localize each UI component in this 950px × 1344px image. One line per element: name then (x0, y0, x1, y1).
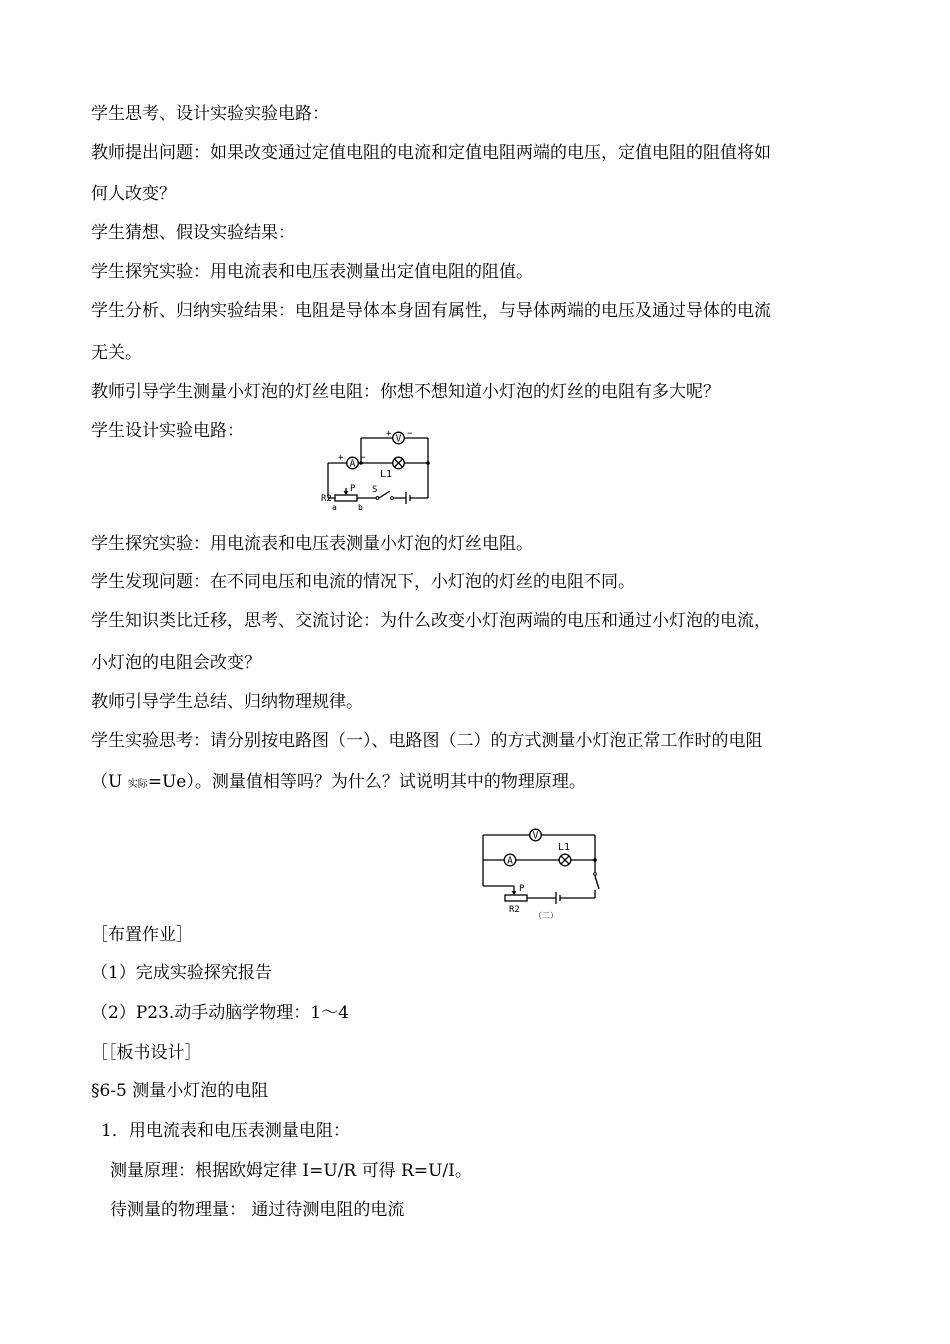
lamp-label: L1 (558, 842, 571, 853)
text-line: 教师提出问题：如果改变通过定值电阻的电流和定值电阻两端的电压，定值电阻的阻值将如 (91, 143, 771, 163)
text-line: 1．用电流表和电压表测量电阻： (101, 1121, 350, 1141)
text-line: 何人改变？ (91, 184, 176, 204)
end-b-label: b (358, 503, 363, 512)
text-line: §6-5 测量小灯泡的电阻 (91, 1081, 269, 1101)
text-line: 小灯泡的电阻会改变？ (91, 653, 261, 673)
slider-label: P (519, 884, 525, 894)
text-line: 待测量的物理量： 通过待测电阻的电流 (110, 1200, 405, 1220)
rheostat-label: R2 (509, 905, 520, 915)
text-line: 学生分析、归纳实验结果：电阻是导体本身固有属性，与导体两端的电压及通过导体的电流 (91, 301, 771, 321)
ammeter-label: A (349, 458, 356, 470)
text-line: 学生设计实验电路： (91, 421, 244, 441)
text-line: 教师引导学生总结、归纳物理规律。 (91, 692, 363, 712)
diagram-caption: （二） (534, 911, 558, 920)
text-line: 学生猜想、假设实验结果： (91, 223, 295, 243)
text-line: 学生探究实验：用电流表和电压表测量出定值电阻的阻值。 (91, 262, 533, 282)
text-line: 教师引导学生测量小灯泡的灯丝电阻：你想不想知道小灯泡的灯丝的电阻有多大呢？ (91, 382, 720, 402)
text-line: ［［板书设计］ (91, 1043, 202, 1063)
text-line: （1）完成实验探究报告 (91, 963, 272, 983)
subscript-actual: 实际 (127, 779, 148, 790)
text-line: 学生发现问题：在不同电压和电流的情况下，小灯泡的灯丝的电阻不同。 (91, 572, 635, 592)
slider-label: P (350, 484, 356, 494)
end-a-label: a (332, 503, 337, 512)
text-line: ［布置作业］ (91, 925, 193, 945)
text-line: 测量原理：根据欧姆定律 I=U/R 可得 R=U/I。 (110, 1161, 472, 1181)
text-line: （2）P23.动手动脑学物理：1～4 (91, 1003, 349, 1023)
switch-label: S (372, 485, 378, 495)
text-line: 学生探究实验：用电流表和电压表测量小灯泡的灯丝电阻。 (91, 534, 533, 554)
circuit-diagram-one (316, 425, 436, 515)
ammeter-label: A (507, 855, 513, 867)
text-line: 学生知识类比迁移，思考、交流讨论：为什么改变小灯泡两端的电压和通过小灯泡的电流， (91, 611, 771, 631)
voltmeter-label: V (395, 433, 402, 445)
ammeter-plus-sign: + (338, 453, 344, 463)
ammeter-minus-sign: − (360, 453, 366, 463)
text-line: 学生思考、设计实验实验电路： (91, 104, 329, 124)
voltmeter-minus-sign: − (407, 429, 413, 439)
text-line: 无关。 (91, 343, 142, 363)
rheostat-label: R2 (321, 494, 332, 504)
circuit-diagram-two (478, 825, 603, 923)
text-line: （U 实际=Ue）。测量值相等吗？为什么？试说明其中的物理原理。 (91, 772, 586, 792)
voltmeter-plus-sign: + (386, 429, 392, 439)
text-line: 学生实验思考：请分别按电路图（一）、电路图（二）的方式测量小灯泡正常工作时的电阻 (91, 731, 763, 751)
lamp-label: L1 (380, 469, 393, 480)
voltmeter-label: V (532, 830, 539, 842)
